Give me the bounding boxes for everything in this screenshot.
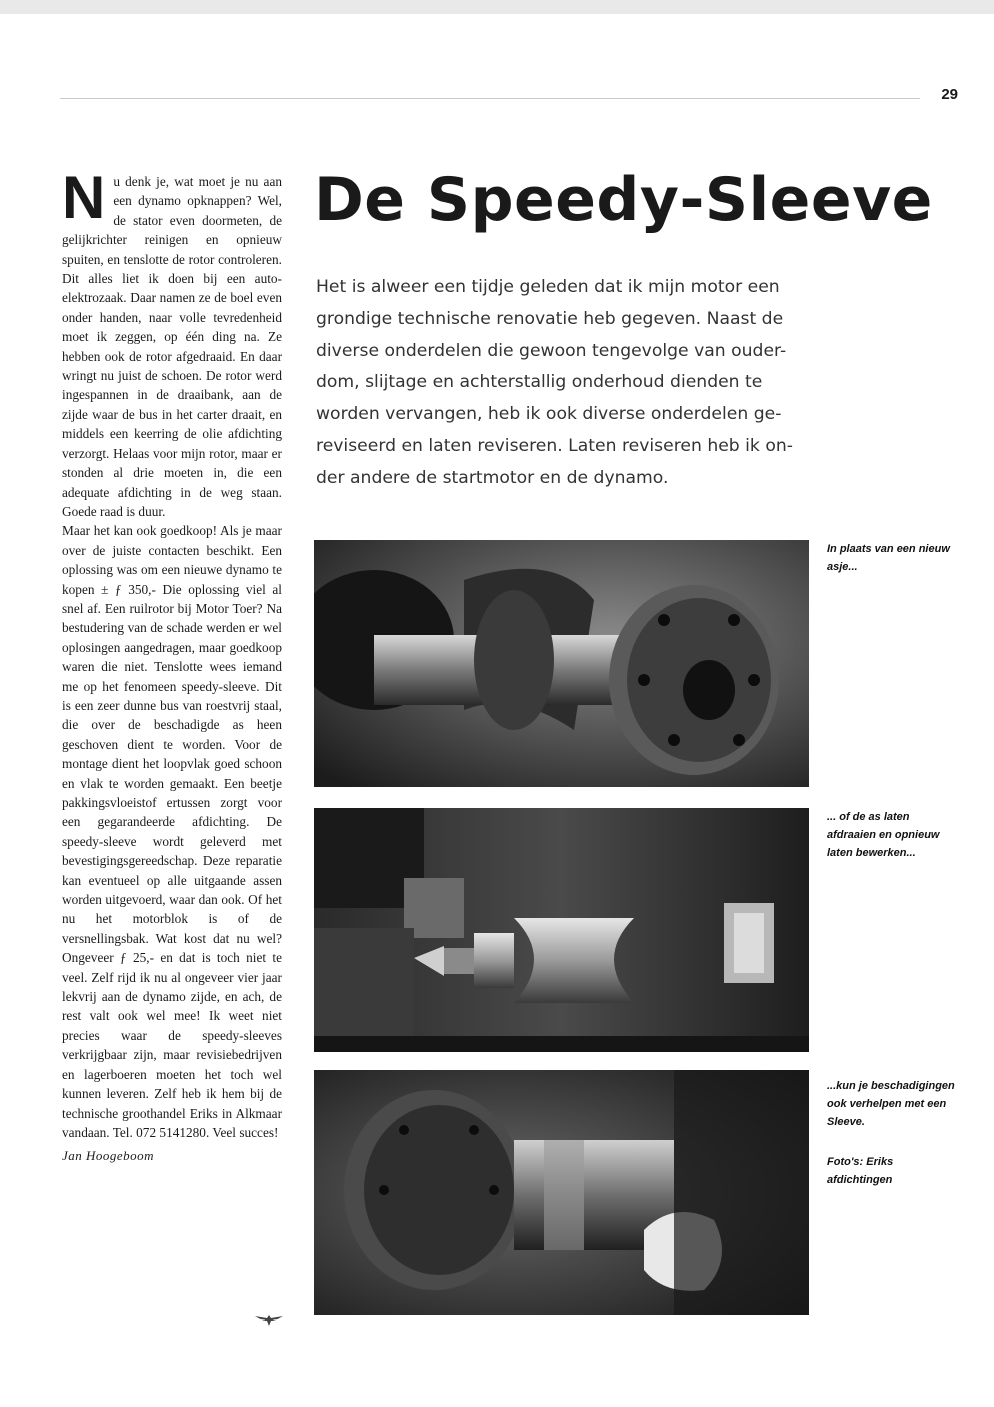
photo-sleeve (314, 1070, 809, 1315)
body-paragraph-1 (62, 164, 282, 521)
article-title: De Speedy-Sleeve (314, 165, 933, 235)
winged-emblem-icon (254, 1313, 284, 1327)
article-intro: Het is alweer een tijdje geleden dat ik mijn motor een grondige technische renovatie heb gegeven. Naast de diverse onderdelen die gewoon tengevolge van ouder-dom, slijtage en achterstallig onderhoud dienden te worden vervangen, heb ik ook diverse onderdelen ge-reviseerd en laten reviseren. Laten reviseren heb ik on-der andere de startmotor en de dynamo. (316, 277, 793, 488)
caption-2: ... of de as laten afdraaien en opnieuw laten bewerken... (827, 811, 940, 859)
body-paragraph-2: Maar het kan ook goedkoop! Als je maar over de juiste contacten beschikt. Een oplossing was om een nieuwe dynamo te kopen ± ƒ 350,- Die oplossing viel al snel af. Een ruilrotor bij Motor Toer? Na bestudering van de schade werden er wel oplosingen aangedragen, maar goedkoop waren die niet. Tenslotte wees iemand me op het fenomeen speedy-sleeve. Dit is een zeer dunne bus van roestvrij staal, die over de beschadigde as heen geschoven dient te worden. Voor de montage dient het loopvlak goed schoon en vlak te worden gemaakt. Een beetje pakkingsvloeistof ertussen zorgt voor een gegarandeerde afdichting. De speedy-sleeve wordt geleverd met bevestigingsgereedschap. Deze reparatie kan eventueel op alle uitgaande assen worden uitgevoerd, waar dan ook. Of het nu het motorblok is of de versnellingsbak. Wat kost dat nu wel? Ongeveer ƒ 25,- en dat is toch niet te veel. Zelf rijd ik nu al ongeveer vier jaar lekvrij aan de dynamo zijde, en ach, de rest valt ook wel mee! Ik weet niet precies waar de speedy-sleeves verkrijgbaar zijn, maar revisiebedrijven en lagerboeren moeten het toch wel kunnen leveren. Zelf heb ik hem bij de technische groothandel Eriks in Alkmaar vandaan. Tel. 072 5141280. Veel succes! (62, 523, 282, 1140)
photo-lathe (314, 808, 809, 1052)
byline: Jan Hoogeboom (62, 1148, 155, 1164)
page-number: 29 (941, 86, 958, 103)
body-lead-text: u denk je, wat moet je nu aan een dynamo opknappen? Wel, de stator even doormeten, de gelijkrichter reinigen en opnieuw spuiten, en tenslotte de rotor controleren. Dit alles liet ik doen bij een auto-elektrozaak. Daar namen ze de boel even onder handen, naar volle tevredenheid moet ik zeggen, op één ding na. Ze hebben ook de rotor afgedraaid. En daar wringt nu juist de schoen. De rotor werd ingespannen in de draaibank, aan de zijde waar de bus in het carter draait, en middels een keerring de olie afdichting verzorgt. Helaas voor mijn rotor, maar er stonden al drie moeten in, die een adequate afdichting in de weg staan. Goede raad is duur. (62, 174, 282, 519)
photo-credit: Foto's: Eriks afdichtingen (827, 1156, 894, 1186)
caption-3: ...kun je beschadigingen ook verhelpen met een Sleeve. (827, 1080, 955, 1128)
drop-cap: N (62, 164, 106, 231)
scan-top-band (0, 0, 994, 14)
photo-crankshaft (314, 540, 809, 787)
body-column (62, 164, 282, 1166)
caption-1: In plaats van een nieuw asje... (827, 543, 950, 573)
header-rule (60, 98, 920, 99)
